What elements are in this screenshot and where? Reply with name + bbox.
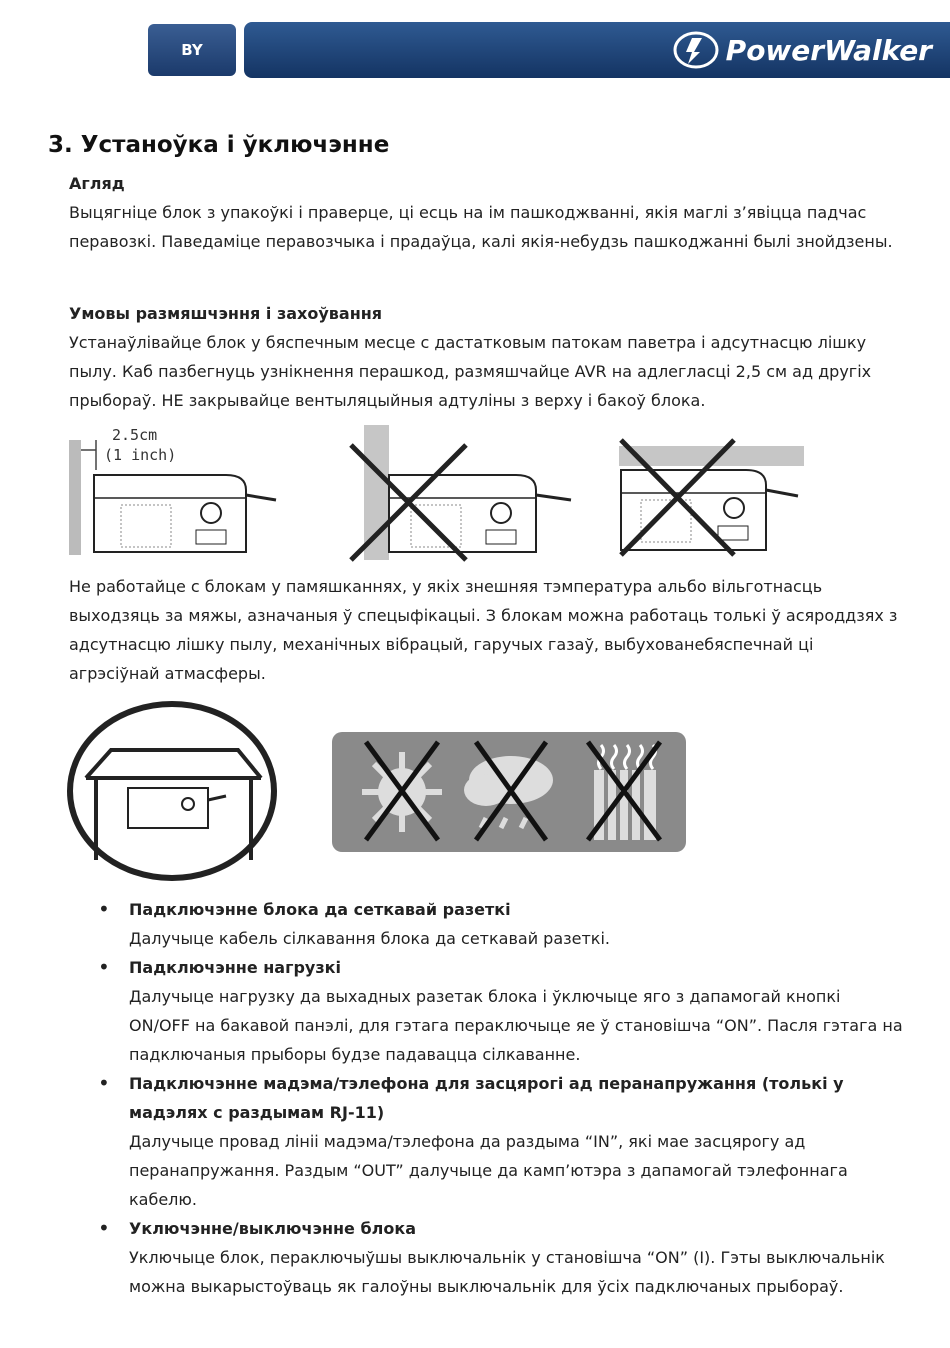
placement-text: Устанаўлівайце блок у бяспечным месце с дастатковым патокам паветра і адсутнасцю лішку пылу. Каб пазбегнуць узнікнення перашкод, размяшчайце AVR на адлегласці 2,5 см ад другіх прыбораў. НЕ закрывайце вентыляцыйныя адтуліны з верху і бакоў блока. — [69, 333, 872, 410]
setup-steps-list — [96, 895, 906, 1301]
step-text: Далучыце провад лініі мадэма/тэлефона да раздыма “IN”, які мае засцярогу ад перанапружання. Раздым “OUT” далучыце да камп’ютэра з дапамогай тэлефоннага кабелю. — [129, 1132, 848, 1209]
section-title: 3. Устаноўка і ўключэнне — [48, 132, 390, 158]
list-item — [96, 1214, 906, 1301]
placement-heading: Умовы размяшчэння і захоўвання — [69, 304, 383, 323]
brand-name: PowerWalker — [725, 33, 932, 67]
under-shelf-illustration — [619, 440, 804, 555]
list-item — [96, 953, 906, 1069]
step-text: Далучыце нагрузку да выхадных разетак блока і ўключыце яго з дапамогай кнопкі ON/OFF на бакавой панэлі, для гэтага пераключыце яе ў становішча “ON”. Пасля гэтага на падключаныя прыборы будзе падавацца сілкаванне. — [129, 987, 903, 1064]
against-wall-illustration — [351, 425, 571, 560]
environment-diagram — [66, 700, 696, 882]
sun-icon — [362, 742, 442, 840]
powerwalker-logo — [672, 30, 932, 70]
step-title: • Падключэнне нагрузкі — [129, 958, 341, 977]
list-item — [96, 895, 906, 953]
step-title: • Падключэнне блока да сеткавай разеткі — [129, 900, 511, 919]
inspection-text: Выцягніце блок з упакоўкі і праверце, ці есць на ім пашкоджванні, якія маглі з’явіцца падчас перавозкі. Паведаміце перавозчыка і прадаўца, калі якія-небудзь пашкоджанні былі знойдзены. — [69, 203, 893, 251]
inspection-heading: Агляд — [69, 174, 125, 193]
indoor-use-icon — [70, 704, 274, 878]
step-title: • Уключэнне/выключэнне блока — [129, 1219, 417, 1238]
step-text: Уключыце блок, пераключыўшы выключальнік у становішча “ON” (I). Гэты выключальнік можна выкарыстоўваць як галоўны выключальнік для ўсіх падключаных прыбораў. — [129, 1248, 885, 1296]
clearance-label-cm: 2.5cm — [112, 426, 158, 444]
page-header — [0, 20, 950, 78]
prohibited-conditions-panel — [332, 732, 686, 852]
clearance-label-inch: (1 inch) — [104, 446, 177, 464]
placement-section — [69, 299, 909, 415]
clearance-ok-illustration — [69, 426, 276, 555]
environment-text: Не работайце с блокам у памяшканнях, у якіх знешняя тэмпература альбо вільготнасць выходзяць за мяжы, азначаныя ў спецыфікацыі. З блокам можна работаць толькі ў асяроддзях з адсутнасцю лішку пылу, механічных вібрацый, гаручых газаў, выбухованебяспечнай ці агрэсіўнай атмасферы. — [69, 577, 898, 683]
power-logo-icon — [672, 30, 720, 70]
step-text: Далучыце кабель сілкавання блока да сеткавай разеткі. — [129, 929, 610, 948]
environment-section — [69, 572, 909, 688]
inspection-section — [69, 169, 909, 256]
language-tab: BY — [148, 24, 236, 76]
clearance-diagram — [66, 420, 816, 565]
brand-bar — [244, 22, 950, 78]
list-item — [96, 1069, 906, 1214]
step-title: • Падключэнне мадэма/тэлефона для засцярогі ад перанапружання (толькі у мадэлях с раздымам RJ-11) — [129, 1074, 844, 1122]
